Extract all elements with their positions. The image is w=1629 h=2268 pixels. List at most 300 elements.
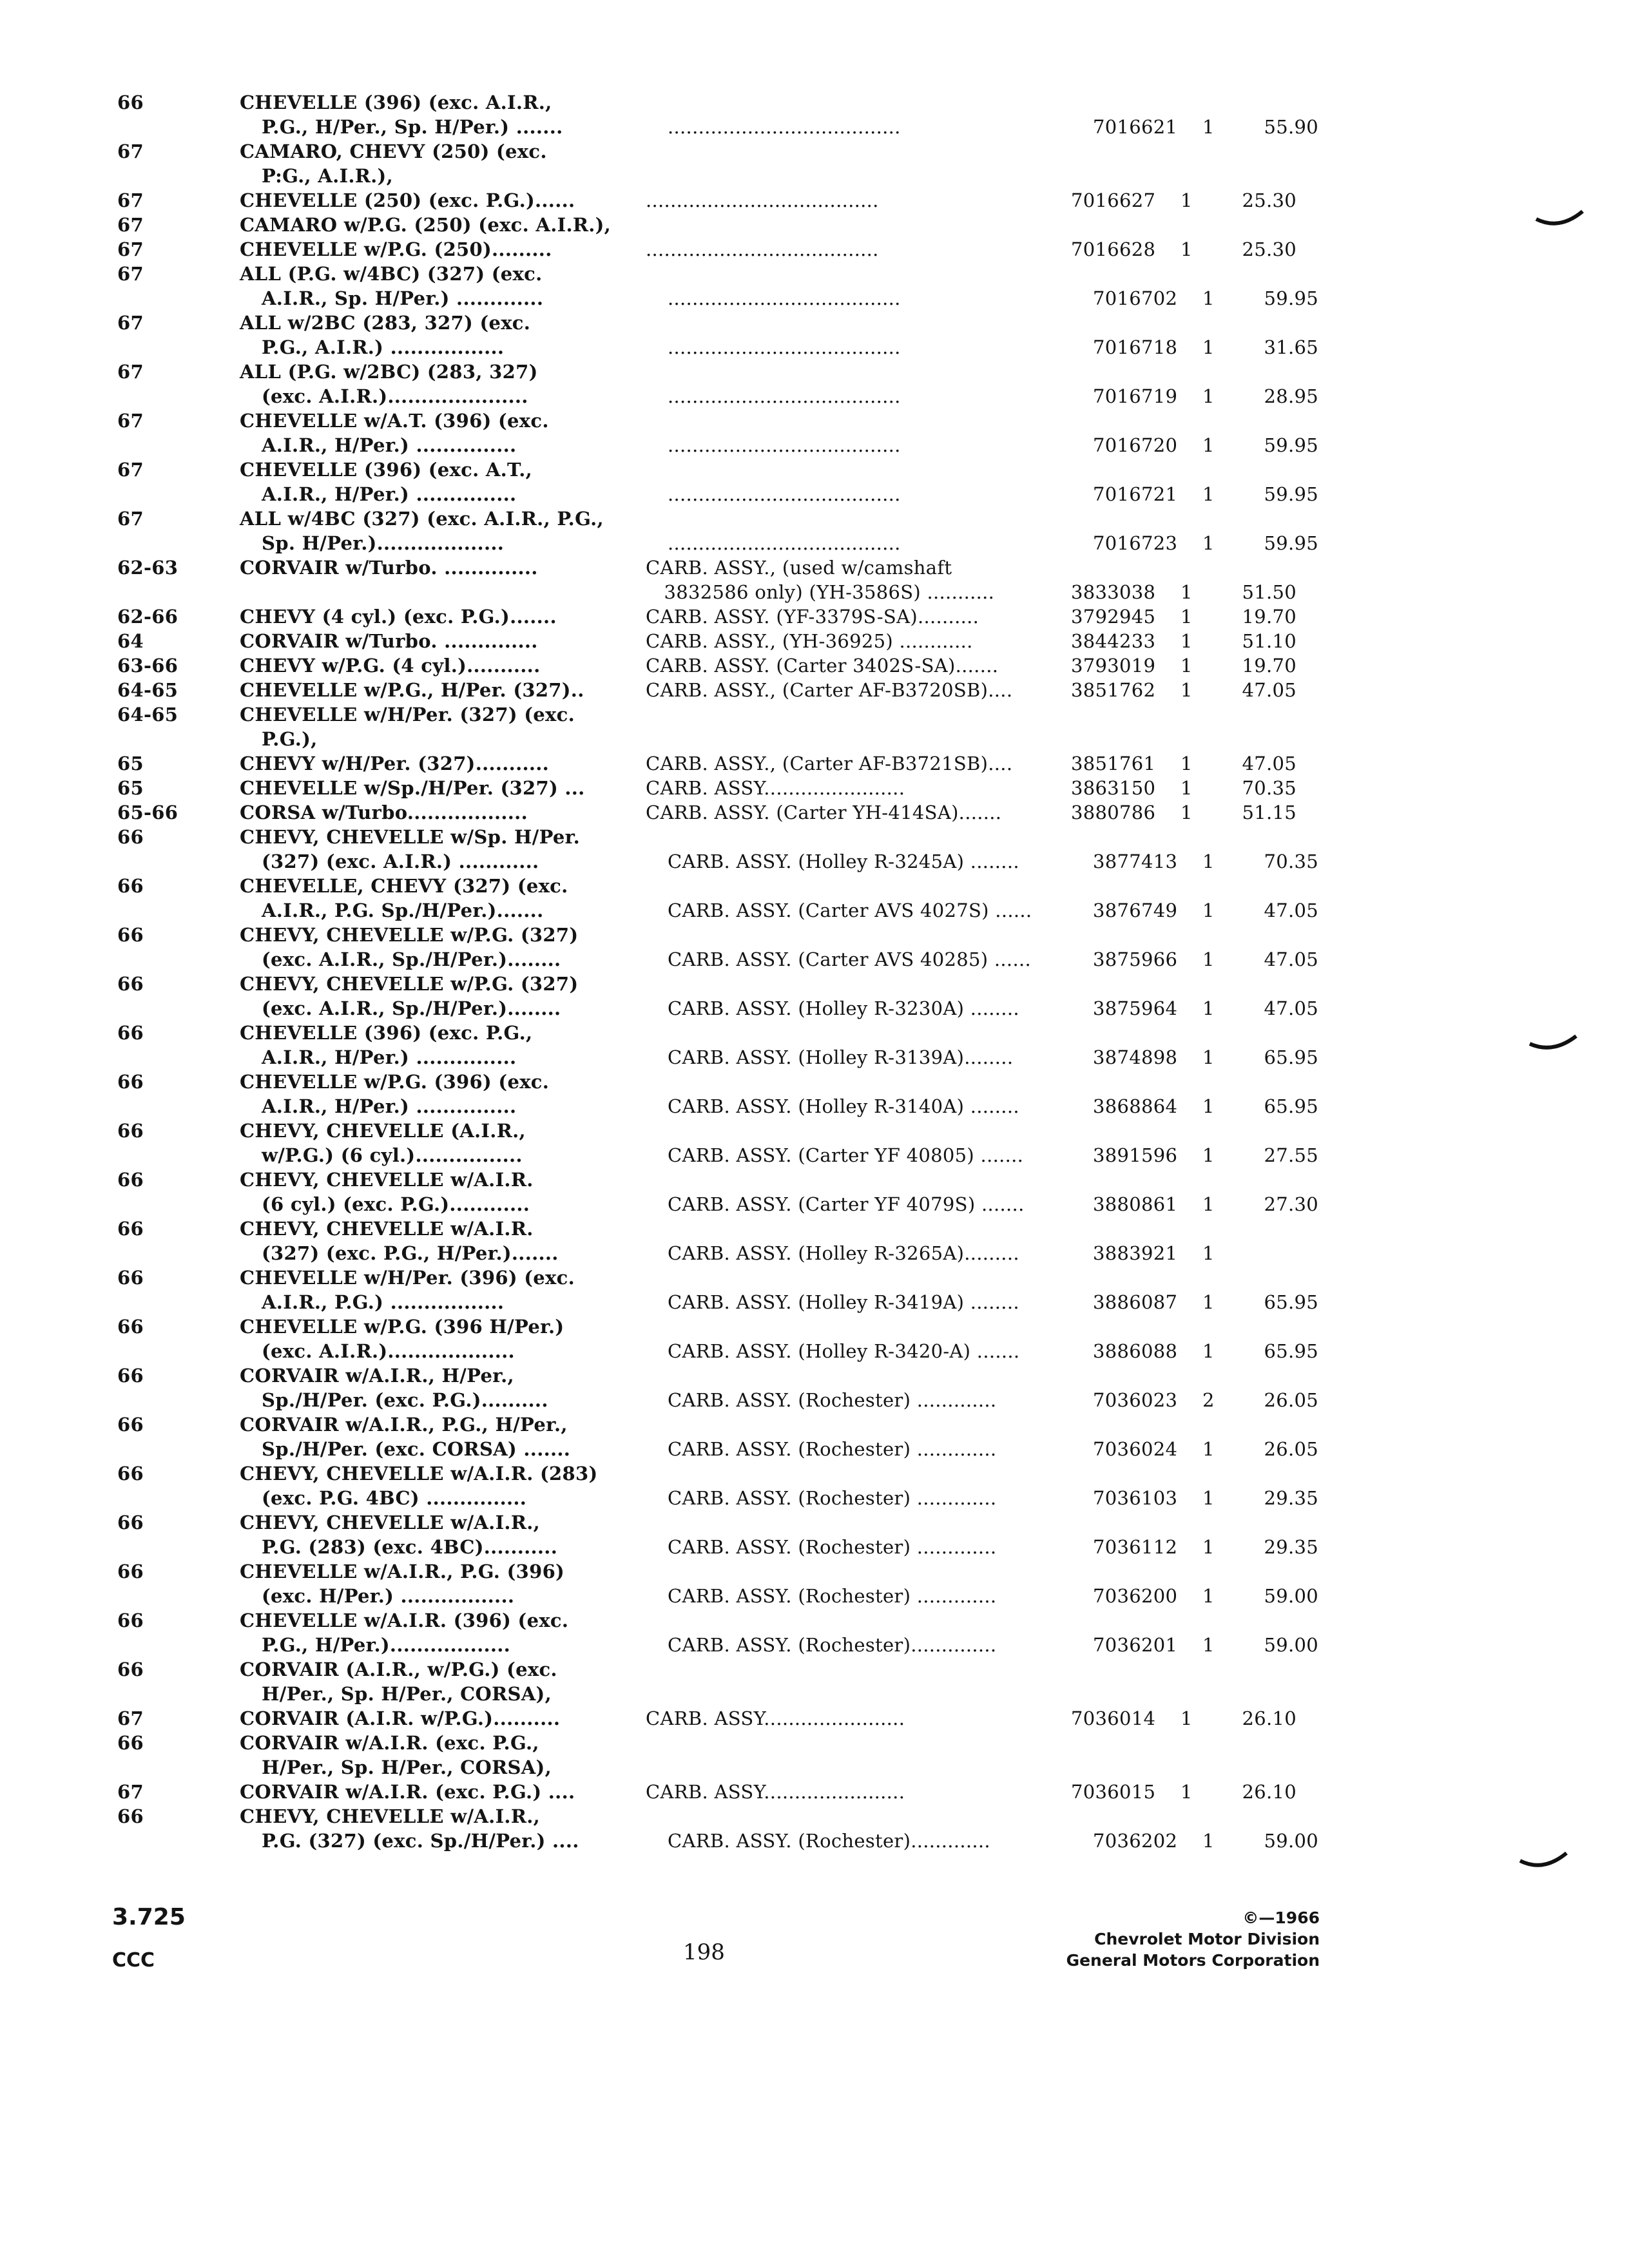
part-number: [1071, 1021, 1181, 1045]
model-year: 67: [117, 508, 144, 530]
model-year: 67: [117, 214, 144, 236]
table-row: [0, 972, 1629, 996]
price: 70.35: [1242, 777, 1296, 799]
part-number: [1071, 1657, 1181, 1682]
quantity: [1202, 727, 1241, 751]
table-row: [0, 115, 1629, 139]
price: 59.00: [1264, 1634, 1318, 1656]
description: [646, 1804, 1071, 1829]
price: 59.00: [1264, 1830, 1318, 1852]
table-row: [0, 482, 1629, 506]
model-year: 67: [117, 1781, 144, 1803]
quantity: [1181, 972, 1219, 996]
description: [646, 1510, 1071, 1535]
application: CHEVELLE, CHEVY (327) (exc.: [240, 875, 568, 897]
table-row: [0, 139, 1629, 164]
description: [646, 1021, 1071, 1045]
application: A.I.R., P.G.) .................: [262, 1291, 505, 1313]
quantity: 1: [1181, 606, 1193, 628]
table-row: [0, 1461, 1629, 1486]
table-row: [0, 751, 1629, 776]
price: 65.95: [1264, 1291, 1318, 1313]
part-number: 3851761: [1071, 753, 1156, 774]
quantity: [1181, 139, 1219, 164]
model-year: 67: [117, 361, 144, 383]
model-year: 66: [117, 1169, 144, 1191]
table-row: [0, 384, 1629, 408]
table-row: [0, 1731, 1629, 1755]
application: CHEVY, CHEVELLE w/A.I.R. (283): [240, 1463, 598, 1485]
quantity: 1: [1202, 1585, 1215, 1607]
quantity: 1: [1202, 997, 1215, 1019]
price: 26.05: [1264, 1438, 1318, 1460]
part-number: 3875964: [1093, 997, 1178, 1019]
application: CHEVELLE w/A.I.R., P.G. (396): [240, 1561, 565, 1582]
table-row: [0, 996, 1629, 1021]
description: CARB. ASSY. (Rochester) .............: [668, 1389, 997, 1411]
table-row: [0, 90, 1629, 115]
part-number: 3876749: [1093, 899, 1178, 921]
copyright-line: ©—1966: [1242, 1908, 1320, 1927]
part-number: 3844233: [1071, 630, 1156, 652]
table-row: [0, 849, 1629, 874]
table-row: [0, 678, 1629, 702]
model-year: 62-66: [117, 606, 178, 628]
model-year: 67: [117, 459, 144, 481]
price: [1219, 923, 1296, 947]
application: CHEVELLE (396) (exc. A.T.,: [240, 459, 532, 481]
table-row: [0, 1633, 1629, 1657]
price: [1219, 1119, 1296, 1143]
price: 65.95: [1264, 1340, 1318, 1362]
description: [668, 727, 1093, 751]
part-number: [1071, 702, 1181, 727]
table-row: [0, 653, 1629, 678]
description: [646, 1559, 1071, 1584]
part-number: [1071, 1314, 1181, 1339]
price: [1219, 360, 1296, 384]
part-number: 3851762: [1071, 679, 1156, 701]
price: [1219, 90, 1296, 115]
price: 47.05: [1264, 948, 1318, 970]
application: (exc. A.I.R.).....................: [262, 385, 528, 407]
price: [1219, 825, 1296, 849]
description: ......................................: [668, 116, 901, 138]
application: P.G.),: [262, 728, 318, 750]
table-row: [0, 1290, 1629, 1314]
part-number: [1071, 360, 1181, 384]
part-number: 3886088: [1093, 1340, 1178, 1362]
price: [1241, 164, 1318, 188]
description: [646, 90, 1071, 115]
table-row: [0, 1780, 1629, 1804]
copyright-block: [1066, 1907, 1320, 1971]
table-row: [0, 1119, 1629, 1143]
table-row: [0, 311, 1629, 335]
model-year: [0, 849, 240, 874]
part-number: 3868864: [1093, 1095, 1178, 1117]
price: [1219, 1412, 1296, 1437]
part-number: 7036200: [1093, 1585, 1178, 1607]
application: (exc. P.G. 4BC) ...............: [262, 1487, 527, 1509]
application: CHEVY, CHEVELLE w/Sp. H/Per.: [240, 826, 580, 848]
quantity: 2: [1202, 1389, 1215, 1411]
price: 65.95: [1264, 1095, 1318, 1117]
price: 59.95: [1264, 483, 1318, 505]
model-year: [0, 1633, 240, 1657]
model-year: 66: [117, 1414, 144, 1436]
model-year: 67: [117, 238, 144, 260]
application: P.G., H/Per.)..................: [262, 1634, 511, 1656]
model-year: 64-65: [117, 679, 178, 701]
application: CHEVELLE w/A.T. (396) (exc.: [240, 410, 549, 432]
table-row: [0, 1486, 1629, 1510]
model-year: [0, 1437, 240, 1461]
application: CORVAIR w/A.I.R., H/Per.,: [240, 1365, 514, 1387]
model-year: 65: [117, 753, 144, 774]
part-number: [1071, 1731, 1181, 1755]
application: A.I.R., H/Per.) ...............: [262, 1095, 517, 1117]
table-row: [0, 1388, 1629, 1412]
quantity: [1181, 1412, 1219, 1437]
part-number: 7016621: [1093, 116, 1178, 138]
application: (exc. A.I.R.)...................: [262, 1340, 515, 1362]
table-row: [0, 580, 1629, 604]
model-year: 67: [117, 140, 144, 162]
description: ......................................: [646, 238, 879, 260]
table-row: [0, 727, 1629, 751]
quantity: [1181, 1731, 1219, 1755]
quantity: [1181, 90, 1219, 115]
model-year: [0, 947, 240, 972]
description: [646, 213, 1071, 237]
quantity: [1181, 1119, 1219, 1143]
quantity: [1181, 1216, 1219, 1241]
table-row: [0, 1363, 1629, 1388]
model-year: [0, 286, 240, 311]
model-year: [0, 335, 240, 360]
price: 28.95: [1264, 385, 1318, 407]
quantity: 1: [1181, 581, 1193, 603]
part-number: 7036112: [1093, 1536, 1178, 1558]
application: A.I.R., H/Per.) ...............: [262, 1046, 517, 1068]
table-row: [0, 947, 1629, 972]
quantity: 1: [1202, 434, 1215, 456]
description: [646, 1461, 1071, 1486]
part-number: [1093, 727, 1202, 751]
application: ALL w/2BC (283, 327) (exc.: [240, 312, 531, 334]
table-row: [0, 457, 1629, 482]
quantity: [1181, 1510, 1219, 1535]
part-number: [1071, 139, 1181, 164]
application: CHEVELLE (396) (exc. A.I.R.,: [240, 91, 552, 113]
model-year: [0, 1682, 240, 1706]
parts-table: [0, 90, 1629, 1853]
price: 31.65: [1264, 336, 1318, 358]
application: CAMARO w/P.G. (250) (exc. A.I.R.),: [240, 214, 612, 236]
part-number: [1071, 506, 1181, 531]
application: CHEVELLE (396) (exc. P.G.,: [240, 1022, 533, 1044]
model-year: [0, 1388, 240, 1412]
description: [646, 1070, 1071, 1094]
table-row: [0, 1510, 1629, 1535]
part-number: [1071, 1510, 1181, 1535]
table-row: [0, 1094, 1629, 1119]
table-row: [0, 1559, 1629, 1584]
part-number: [1071, 1804, 1181, 1829]
application: CHEVELLE w/P.G., H/Per. (327)..: [240, 679, 584, 701]
description: ......................................: [646, 189, 879, 211]
application: H/Per., Sp. H/Per., CORSA),: [262, 1756, 552, 1778]
price: 29.35: [1264, 1536, 1318, 1558]
quantity: 1: [1181, 655, 1193, 677]
quantity: 1: [1202, 1830, 1215, 1852]
part-number: 7036014: [1071, 1707, 1156, 1729]
quantity: 1: [1181, 777, 1193, 799]
model-year: 66: [117, 826, 144, 848]
part-number: 3833038: [1071, 581, 1156, 603]
price: [1219, 1216, 1296, 1241]
table-row: [0, 1804, 1629, 1829]
model-year: 66: [117, 1805, 144, 1827]
model-year: [0, 1584, 240, 1608]
part-number: [1093, 1682, 1202, 1706]
model-year: [0, 433, 240, 457]
part-number: [1071, 923, 1181, 947]
price: [1219, 1021, 1296, 1045]
part-number: 7016721: [1093, 483, 1178, 505]
description: ......................................: [668, 434, 901, 456]
page-number: 198: [683, 1939, 725, 1965]
application: CHEVELLE w/Sp./H/Per. (327) ...: [240, 777, 585, 799]
application: P.G., A.I.R.) .................: [262, 336, 505, 358]
description: CARB. ASSY., (Carter AF-B3720SB)....: [646, 679, 1013, 701]
price: 51.10: [1242, 630, 1296, 652]
description: CARB. ASSY. (Carter 3402S-SA).......: [646, 655, 999, 677]
table-row: [0, 433, 1629, 457]
application: CAMARO, CHEVY (250) (exc.: [240, 140, 547, 162]
part-number: [1071, 311, 1181, 335]
table-row: [0, 164, 1629, 188]
model-year: 66: [117, 1365, 144, 1387]
part-number: [1071, 825, 1181, 849]
table-row: [0, 1682, 1629, 1706]
quantity: 1: [1181, 753, 1193, 774]
application: P:G., A.I.R.),: [262, 165, 393, 187]
description: CARB. ASSY. (Holley R-3419A) ........: [668, 1291, 1019, 1313]
application: ALL (P.G. w/2BC) (283, 327): [240, 361, 538, 383]
table-row: [0, 1168, 1629, 1192]
table-row: [0, 1216, 1629, 1241]
model-year: 66: [117, 1732, 144, 1754]
description: [646, 360, 1071, 384]
binder-mark-icon: [1527, 1031, 1579, 1057]
model-year: 67: [117, 263, 144, 285]
model-year: [0, 1143, 240, 1168]
model-year: 67: [117, 410, 144, 432]
application: CHEVY w/P.G. (4 cyl.)...........: [240, 655, 541, 677]
part-number: 3880786: [1071, 802, 1156, 823]
part-number: 3874898: [1093, 1046, 1178, 1068]
model-year: [0, 1829, 240, 1853]
model-year: 67: [117, 1707, 144, 1729]
application: Sp./H/Per. (exc. CORSA) .......: [262, 1438, 571, 1460]
price: 47.05: [1242, 753, 1296, 774]
description: CARB. ASSY. (Holley R-3140A) ........: [668, 1095, 1019, 1117]
model-year: [0, 1290, 240, 1314]
quantity: 1: [1202, 948, 1215, 970]
quantity: [1181, 923, 1219, 947]
description: CARB. ASSY. (Rochester)..............: [668, 1634, 997, 1656]
binder-mark-icon: [1518, 1849, 1569, 1875]
model-year: 66: [117, 1610, 144, 1631]
description: [646, 874, 1071, 898]
table-row: [0, 1608, 1629, 1633]
price: 26.05: [1264, 1389, 1318, 1411]
binder-mark-icon: [1534, 206, 1585, 232]
price: 47.05: [1264, 899, 1318, 921]
quantity: [1181, 874, 1219, 898]
part-number: [1071, 1412, 1181, 1437]
price: 26.10: [1242, 1781, 1296, 1803]
application: (6 cyl.) (exc. P.G.)............: [262, 1193, 530, 1215]
model-year: 66: [117, 1658, 144, 1680]
quantity: [1181, 1657, 1219, 1682]
description: CARB. ASSY. (Carter YF 40805) .......: [668, 1144, 1024, 1166]
quantity: [1181, 555, 1219, 580]
price: [1219, 506, 1296, 531]
price: [1219, 1265, 1296, 1290]
part-number: [1071, 1119, 1181, 1143]
part-number: 7036024: [1093, 1438, 1178, 1460]
price: 70.35: [1264, 850, 1318, 872]
price: [1219, 213, 1296, 237]
description: [646, 1731, 1071, 1755]
application: CORVAIR (A.I.R., w/P.G.) (exc.: [240, 1658, 557, 1680]
quantity: [1202, 164, 1241, 188]
table-row: [0, 776, 1629, 800]
price: [1219, 972, 1296, 996]
price: [1219, 1657, 1296, 1682]
table-row: [0, 1265, 1629, 1290]
part-number: [1071, 1216, 1181, 1241]
part-number: [1071, 1363, 1181, 1388]
application: ALL (P.G. w/4BC) (327) (exc.: [240, 263, 543, 285]
application: (327) (exc. A.I.R.) ............: [262, 850, 539, 872]
application: w/P.G.) (6 cyl.)................: [262, 1144, 523, 1166]
description: CARB. ASSY. (Rochester) .............: [668, 1536, 997, 1558]
application: CORSA w/Turbo..................: [240, 802, 528, 823]
application: CHEVELLE w/P.G. (396) (exc.: [240, 1071, 550, 1093]
price: 55.90: [1264, 116, 1318, 138]
model-year: [0, 727, 240, 751]
price: 19.70: [1242, 606, 1296, 628]
application: (exc. A.I.R., Sp./H/Per.)........: [262, 948, 561, 970]
quantity: 1: [1202, 336, 1215, 358]
application: CHEVY, CHEVELLE w/A.I.R.,: [240, 1512, 541, 1533]
model-year: 66: [117, 1512, 144, 1533]
application: CHEVELLE (250) (exc. P.G.)......: [240, 189, 575, 211]
description: CARB. ASSY.......................: [646, 1707, 905, 1729]
application: [240, 580, 646, 604]
part-number: [1071, 874, 1181, 898]
quantity: 1: [1202, 116, 1215, 138]
part-number: 7016628: [1071, 238, 1156, 260]
quantity: 1: [1181, 630, 1193, 652]
quantity: [1181, 262, 1219, 286]
model-year: [0, 1045, 240, 1070]
part-number: 7016723: [1093, 532, 1178, 554]
model-year: 67: [117, 189, 144, 211]
quantity: [1181, 1070, 1219, 1094]
quantity: [1202, 1755, 1241, 1780]
part-number: 3883921: [1093, 1242, 1178, 1264]
table-row: [0, 286, 1629, 311]
quantity: [1181, 1168, 1219, 1192]
application: CHEVY, CHEVELLE (A.I.R.,: [240, 1120, 526, 1142]
quantity: [1181, 1363, 1219, 1388]
part-number: 7036015: [1071, 1781, 1156, 1803]
description: ......................................: [668, 336, 901, 358]
table-row: [0, 629, 1629, 653]
model-year: 67: [117, 312, 144, 334]
model-year: 66: [117, 1267, 144, 1289]
quantity: 1: [1202, 1193, 1215, 1215]
table-row: [0, 1584, 1629, 1608]
description: [646, 408, 1071, 433]
model-year: 63-66: [117, 655, 178, 677]
quantity: 1: [1181, 189, 1193, 211]
description: [646, 139, 1071, 164]
quantity: 1: [1202, 1242, 1215, 1264]
quantity: 1: [1202, 483, 1215, 505]
quantity: 1: [1202, 1291, 1215, 1313]
application: H/Per., Sp. H/Per., CORSA),: [262, 1683, 552, 1705]
part-number: [1071, 1265, 1181, 1290]
description: [668, 1755, 1093, 1780]
table-row: [0, 604, 1629, 629]
part-number: 7036023: [1093, 1389, 1178, 1411]
part-number: 3880861: [1093, 1193, 1178, 1215]
description: CARB. ASSY. (Holley R-3139A)........: [668, 1046, 1014, 1068]
price: [1219, 1168, 1296, 1192]
model-year: [0, 996, 240, 1021]
model-year: 65: [117, 777, 144, 799]
application: (exc. A.I.R., Sp./H/Per.)........: [262, 997, 561, 1019]
quantity: 1: [1202, 1340, 1215, 1362]
price: [1241, 727, 1318, 751]
section-number: 3.725: [112, 1904, 186, 1930]
description: [646, 1314, 1071, 1339]
price: 59.00: [1264, 1585, 1318, 1607]
part-number: [1071, 1608, 1181, 1633]
quantity: 1: [1181, 802, 1193, 823]
quantity: 1: [1202, 1438, 1215, 1460]
quantity: 1: [1202, 385, 1215, 407]
price: 27.55: [1264, 1144, 1318, 1166]
description: CARB. ASSY. (Holley R-3230A) ........: [668, 997, 1019, 1019]
part-number: 7016720: [1093, 434, 1178, 456]
model-year: [0, 1755, 240, 1780]
quantity: 1: [1202, 899, 1215, 921]
model-year: 64-65: [117, 704, 178, 726]
quantity: 1: [1181, 1781, 1193, 1803]
price: 27.30: [1264, 1193, 1318, 1215]
description: ......................................: [668, 532, 901, 554]
description: CARB. ASSY. (Rochester) .............: [668, 1585, 997, 1607]
table-row: [0, 1657, 1629, 1682]
price: 19.70: [1242, 655, 1296, 677]
